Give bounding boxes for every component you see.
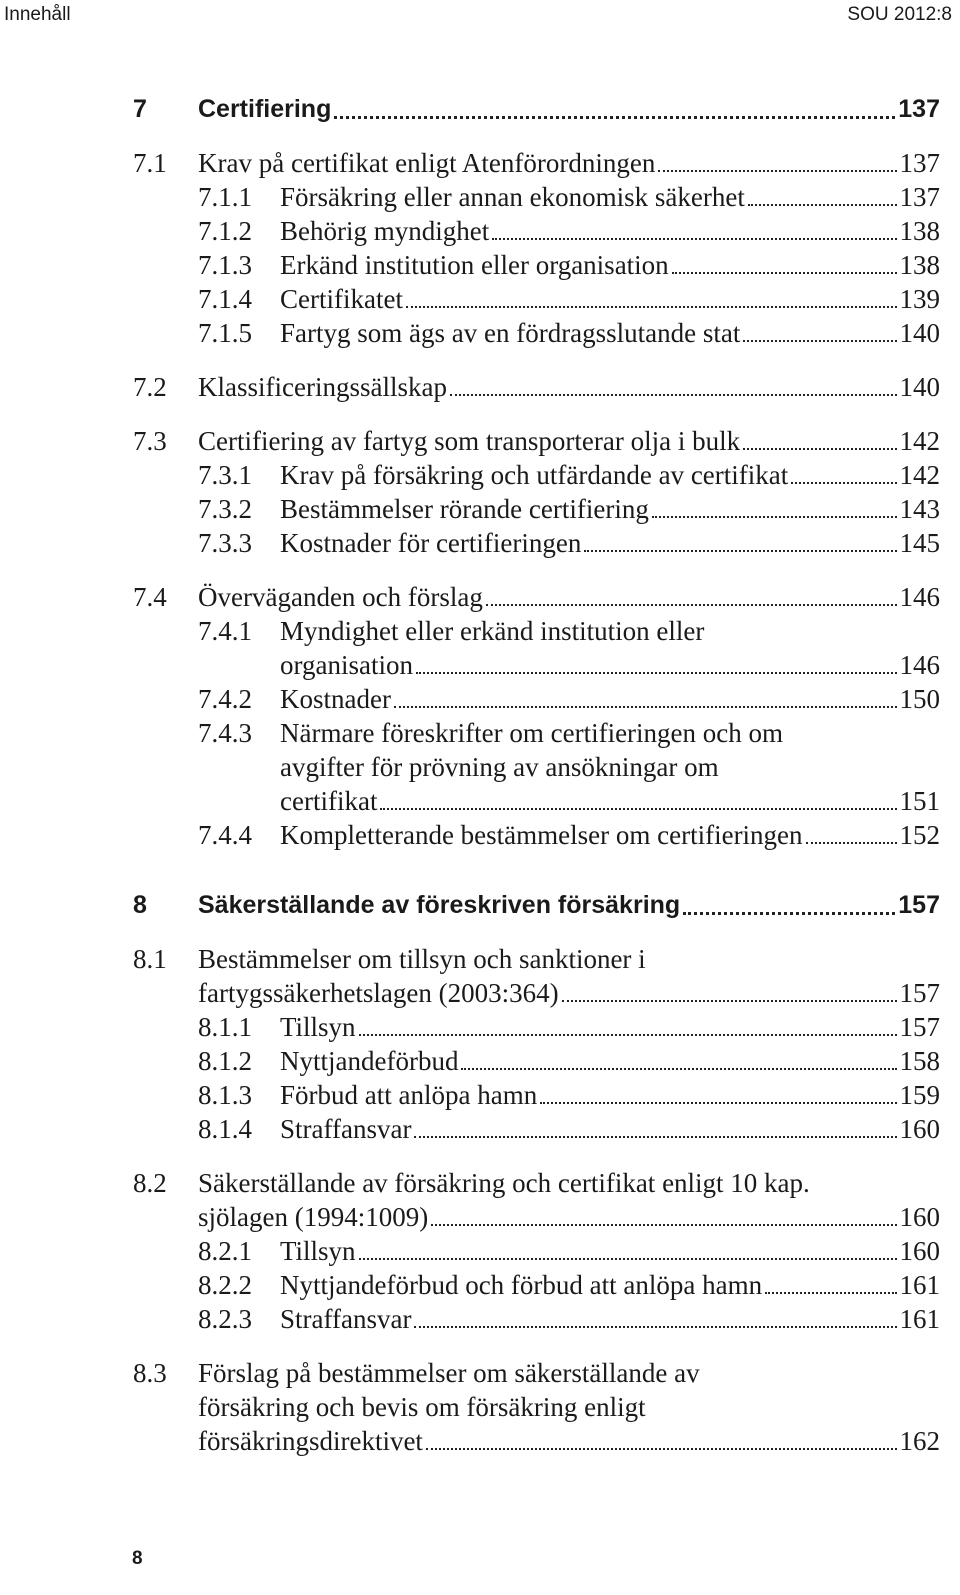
toc-title: certifikat — [280, 786, 378, 816]
toc-title-line — [280, 491, 940, 527]
toc-entry-7-4-4[interactable] — [0, 817, 960, 853]
toc-page-number: 146 — [899, 582, 940, 612]
toc-number: 7.4.2 — [198, 684, 252, 714]
toc-title: sjölagen (1994:1009) — [198, 1202, 429, 1232]
toc-number: 7.1.4 — [198, 284, 252, 314]
toc-number: 7.4.1 — [198, 616, 252, 646]
toc-title: Kompletterande bestämmelser om certifieringen — [280, 820, 803, 850]
toc-number: 8.1.2 — [198, 1046, 252, 1076]
running-header-section: Innehåll — [4, 4, 71, 25]
dot-leader — [450, 394, 897, 396]
toc-number: 8.1.1 — [198, 1012, 252, 1042]
toc-title: Nyttjandeförbud och förbud att anlöpa hamn — [280, 1270, 763, 1300]
toc-number: 8.3 — [133, 1358, 167, 1388]
toc-entry-7-1-4[interactable] — [0, 281, 960, 317]
toc-title-line — [198, 579, 940, 615]
toc-page-number: 146 — [899, 650, 940, 680]
toc-entry-7-3[interactable] — [0, 423, 960, 459]
toc-entry-8-2-3[interactable] — [0, 1301, 960, 1337]
dot-leader — [562, 1000, 897, 1002]
toc-page-number: 138 — [899, 250, 940, 280]
dot-leader — [380, 808, 896, 810]
toc-title-line — [280, 1111, 940, 1147]
toc-number: 7.1.5 — [198, 318, 252, 348]
toc-title-line — [198, 1423, 940, 1459]
dot-leader — [334, 116, 895, 119]
dot-leader — [652, 516, 897, 518]
toc-entry-7-3-3[interactable] — [0, 525, 960, 561]
toc-number: 8 — [133, 891, 147, 919]
toc-title: fartygssäkerhetslagen (2003:364) — [198, 978, 559, 1008]
toc-entry-7-3-2[interactable] — [0, 491, 960, 527]
toc-entry-8-2-1[interactable] — [0, 1233, 960, 1269]
toc-title-line — [280, 525, 940, 561]
toc-entry-7-3-1[interactable] — [0, 457, 960, 493]
running-header-document-id: SOU 2012:8 — [847, 4, 952, 25]
toc-entry-7-4-1-line-2[interactable] — [0, 647, 960, 683]
toc-number: 7.3.1 — [198, 460, 252, 490]
toc-number: 7.1.1 — [198, 182, 252, 212]
dot-leader — [416, 672, 897, 674]
toc-title: Överväganden och förslag — [198, 582, 483, 612]
toc-title-line — [280, 1233, 940, 1269]
toc-number: 7.4.3 — [198, 718, 252, 748]
toc-entry-8-1-4[interactable] — [0, 1111, 960, 1147]
toc-page-number: 143 — [899, 494, 940, 524]
toc-title: Tillsyn — [280, 1236, 356, 1266]
toc-number: 7.4.4 — [198, 820, 252, 850]
toc-number: 7.1.2 — [198, 216, 252, 246]
dot-leader — [658, 170, 896, 172]
toc-entry-7-4[interactable] — [0, 579, 960, 615]
dot-leader — [359, 1034, 897, 1036]
toc-entry-8-2-line-2[interactable] — [0, 1199, 960, 1235]
toc-title: Kostnader — [280, 684, 391, 714]
toc-page-number: 145 — [899, 528, 940, 558]
toc-title-line — [280, 213, 940, 249]
toc-entry-7-4-3-line-2[interactable] — [0, 749, 960, 785]
toc-page-number: 160 — [899, 1114, 940, 1144]
toc-page-number: 152 — [899, 820, 940, 850]
toc-entry-8-1-3[interactable] — [0, 1077, 960, 1113]
toc-entry-8-3[interactable] — [0, 1355, 960, 1391]
dot-leader — [414, 1136, 896, 1138]
toc-entry-8-1-2[interactable] — [0, 1043, 960, 1079]
toc-number: 7.1.3 — [198, 250, 252, 280]
toc-title: Behörig myndighet — [280, 216, 490, 246]
toc-title: Krav på certifikat enligt Atenförordningen — [198, 148, 656, 178]
toc-number: 8.2.3 — [198, 1304, 252, 1334]
toc-page-number: 159 — [899, 1080, 940, 1110]
toc-entry-8-1-line-2[interactable] — [0, 975, 960, 1011]
toc-entry-8-2[interactable] — [0, 1165, 960, 1201]
toc-page-number: 139 — [899, 284, 940, 314]
toc-number: 8.2.2 — [198, 1270, 252, 1300]
toc-title: försäkring och bevis om försäkring enligt — [198, 1392, 646, 1422]
toc-entry-7[interactable] — [0, 91, 960, 127]
toc-page-number: 161 — [899, 1270, 940, 1300]
toc-page-number: 142 — [899, 426, 940, 456]
toc-title: Förbud att anlöpa hamn — [280, 1080, 538, 1110]
toc-title-line — [198, 975, 940, 1011]
toc-page-number: 157 — [899, 978, 940, 1008]
toc-title: Närmare föreskrifter om certifieringen och om — [280, 718, 784, 748]
dot-leader — [394, 706, 897, 708]
toc-page-number: 160 — [899, 1202, 940, 1232]
toc-title-line — [280, 315, 940, 351]
toc-entry-7-4-2[interactable] — [0, 681, 960, 717]
toc-number: 7.3 — [133, 426, 167, 456]
toc-number: 7.3.2 — [198, 494, 252, 524]
dot-leader — [426, 1448, 897, 1450]
toc-title: Certifikatet — [280, 284, 403, 314]
toc-entry-8-2-2[interactable] — [0, 1267, 960, 1303]
dot-leader — [683, 912, 895, 915]
toc-page-number: 137 — [899, 182, 940, 212]
toc-page-number: 138 — [899, 216, 940, 246]
toc-page-number: 160 — [899, 1236, 940, 1266]
toc-title-line — [280, 681, 940, 717]
toc-title-line — [198, 887, 940, 923]
toc-title-line — [280, 247, 940, 283]
toc-title: Erkänd institution eller organisation — [280, 250, 669, 280]
toc-entry-7-4-3[interactable] — [0, 715, 960, 751]
toc-page-number: 157 — [898, 891, 940, 919]
toc-title-line — [198, 145, 940, 181]
toc-page-number: 162 — [899, 1426, 940, 1456]
dot-leader — [743, 448, 896, 450]
toc-page-number: 157 — [899, 1012, 940, 1042]
toc-entry-8-3-line-2[interactable] — [0, 1389, 960, 1425]
toc-title-line — [198, 1199, 940, 1235]
dot-leader — [584, 550, 896, 552]
toc-page-number: 151 — [899, 786, 940, 816]
toc-title: Tillsyn — [280, 1012, 356, 1042]
toc-page-number: 137 — [899, 148, 940, 178]
toc-page-number: 142 — [899, 460, 940, 490]
toc-title-line — [198, 423, 940, 459]
dot-leader — [431, 1224, 896, 1226]
dot-leader — [461, 1068, 896, 1070]
toc-title: Förslag på bestämmelser om säkerställande av — [198, 1358, 700, 1388]
dot-leader — [743, 340, 896, 342]
dot-leader — [359, 1258, 897, 1260]
dot-leader — [791, 482, 896, 484]
toc-number: 8.2 — [133, 1168, 167, 1198]
toc-title: Krav på försäkring och utfärdande av certifikat — [280, 460, 789, 490]
dot-leader — [806, 842, 897, 844]
toc-page-number: 158 — [899, 1046, 940, 1076]
toc-title: Säkerställande av föreskriven försäkring — [198, 891, 681, 919]
toc-entry-7-1[interactable] — [0, 145, 960, 181]
dot-leader — [748, 204, 897, 206]
toc-title-line — [280, 1267, 940, 1303]
toc-number: 7.4 — [133, 582, 167, 612]
toc-title: Bestämmelser rörande certifiering — [280, 494, 649, 524]
toc-entry-7-4-1[interactable] — [0, 613, 960, 649]
toc-number: 8.1.3 — [198, 1080, 252, 1110]
dot-leader — [492, 238, 896, 240]
toc-number: 7 — [133, 95, 147, 123]
toc-title-line — [280, 1009, 940, 1045]
toc-title-line — [280, 179, 940, 215]
toc-number: 8.2.1 — [198, 1236, 252, 1266]
toc-title-line — [280, 281, 940, 317]
toc-entry-7-1-2[interactable] — [0, 213, 960, 249]
toc-entry-7-1-3[interactable] — [0, 247, 960, 283]
toc-number: 8.1.4 — [198, 1114, 252, 1144]
toc-title: Försäkring eller annan ekonomisk säkerhet — [280, 182, 745, 212]
toc-entry-8-1-1[interactable] — [0, 1009, 960, 1045]
toc-number: 7.1 — [133, 148, 167, 178]
toc-page-number: 137 — [898, 95, 940, 123]
dot-leader — [406, 306, 897, 308]
toc-title: Certifiering — [198, 95, 332, 123]
toc-page-number: 140 — [899, 318, 940, 348]
dot-leader — [540, 1102, 896, 1104]
toc-title-line — [280, 1077, 940, 1113]
toc-title: Klassificeringssällskap — [198, 372, 447, 402]
toc-title: Straffansvar — [280, 1304, 412, 1334]
toc-title-line — [198, 91, 940, 127]
toc-title-line — [280, 783, 940, 819]
toc-page-number: 150 — [899, 684, 940, 714]
toc-page-number: 140 — [899, 372, 940, 402]
toc-title: Kostnader för certifieringen — [280, 528, 582, 558]
toc-title-line — [280, 1043, 940, 1079]
toc-title: organisation — [280, 650, 413, 680]
toc-entry-7-2[interactable] — [0, 369, 960, 405]
toc-entry-7-1-5[interactable] — [0, 315, 960, 351]
dot-leader — [486, 604, 897, 606]
toc-title-line — [198, 369, 940, 405]
toc-title: Myndighet eller erkänd institution eller — [280, 616, 705, 646]
toc-number: 8.1 — [133, 944, 167, 974]
toc-entry-7-1-1[interactable] — [0, 179, 960, 215]
toc-title-line — [280, 647, 940, 683]
toc-number: 7.2 — [133, 372, 167, 402]
toc-title: avgifter för prövning av ansökningar om — [280, 752, 719, 782]
dot-leader — [414, 1326, 896, 1328]
toc-entry-8-3-line-3[interactable] — [0, 1423, 960, 1459]
dot-leader — [672, 272, 897, 274]
toc-title: Bestämmelser om tillsyn och sanktioner i — [198, 944, 646, 974]
toc-title-line — [280, 817, 940, 853]
toc-title: försäkringsdirektivet — [198, 1426, 423, 1456]
page-number: 8 — [132, 1548, 143, 1569]
dot-leader — [765, 1292, 896, 1294]
toc-page-number: 161 — [899, 1304, 940, 1334]
toc-title-line — [280, 457, 940, 493]
toc-entry-8-1[interactable] — [0, 941, 960, 977]
toc-entry-8[interactable] — [0, 887, 960, 923]
toc-title: Certifiering av fartyg som transporterar olja i bulk — [198, 426, 741, 456]
toc-title: Straffansvar — [280, 1114, 412, 1144]
toc-title: Säkerställande av försäkring och certifikat enligt 10 kap. — [198, 1168, 810, 1198]
toc-entry-7-4-3-line-3[interactable] — [0, 783, 960, 819]
toc-title-line — [280, 1301, 940, 1337]
toc-number: 7.3.3 — [198, 528, 252, 558]
toc-title: Fartyg som ägs av en fördragsslutande stat — [280, 318, 741, 348]
toc-title: Nyttjandeförbud — [280, 1046, 459, 1076]
